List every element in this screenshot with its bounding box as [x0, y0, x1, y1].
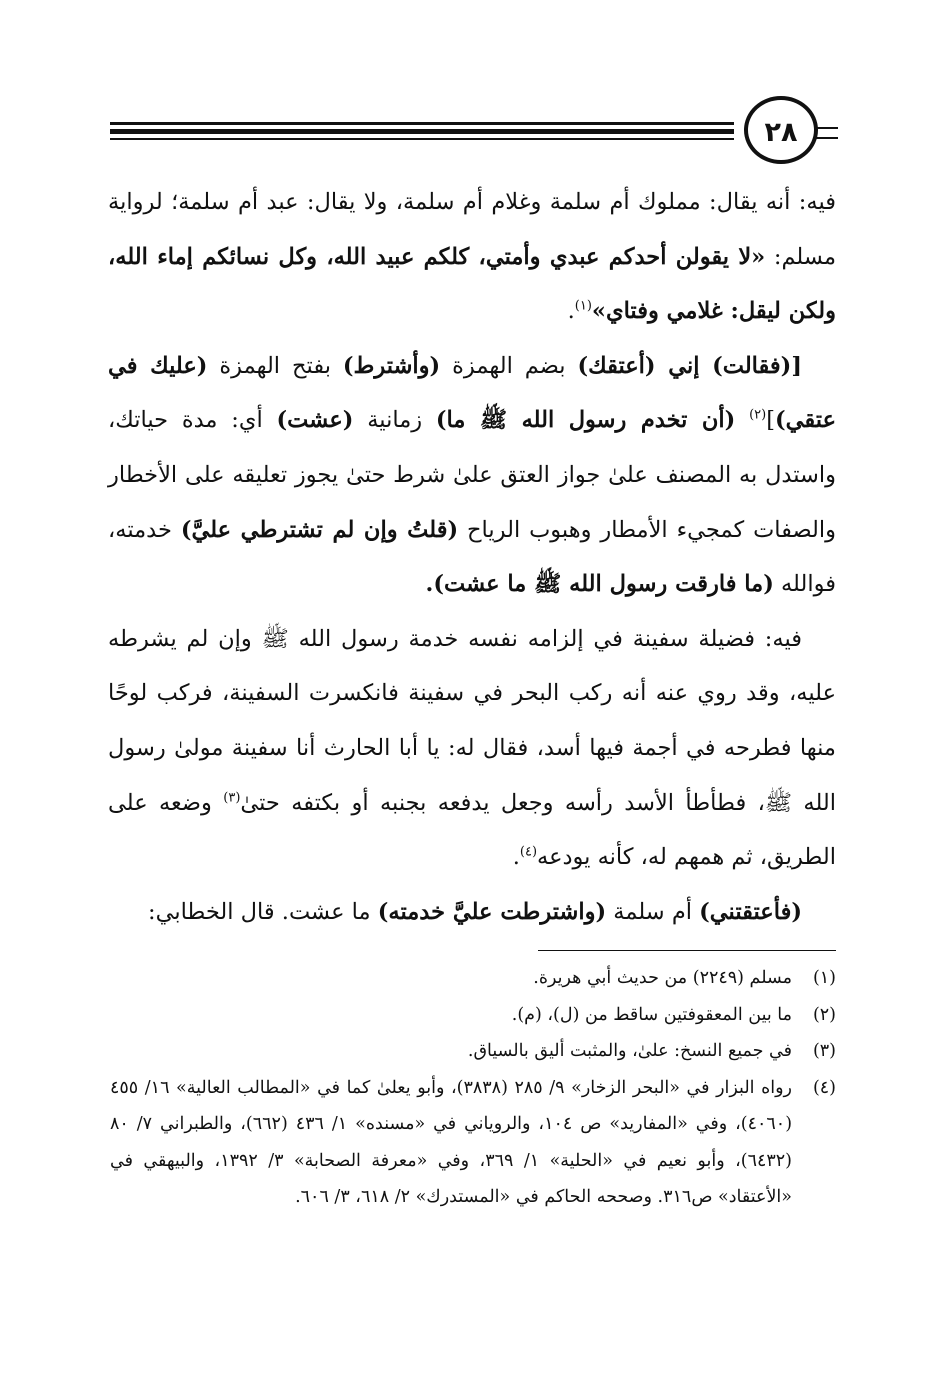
footnotes [110, 960, 836, 1216]
footnote-text: ما بين المعقوفتين ساقط من (ل)، (م). [511, 1004, 792, 1025]
paragraph [108, 885, 836, 940]
footnote-marker: (٤) [519, 844, 538, 860]
bold-text: (عليك في عتقي) [108, 352, 836, 434]
body-text: أم سلمة [606, 898, 700, 925]
body-text [735, 407, 749, 433]
body-text: بفتح الهمزة [207, 352, 343, 379]
footnote [110, 960, 836, 997]
footnote [110, 1033, 836, 1070]
page-header [110, 96, 838, 166]
bold-text: (ما فارقت رسول الله ﷺ ما عشت). [425, 571, 774, 598]
page-number: ٢٨ [764, 116, 798, 148]
body-text: وضعه على الطريق، ثم همهم له، كأنه يودعه [108, 789, 836, 871]
footnote-marker: (١) [574, 298, 592, 314]
footnote-text: رواه البزار في «البحر الزخار» ٩/ ٢٨٥ (٣٨٣٨)، وأبو يعلىٰ كما في «المطالب العالية» ١٦/ ٤٥٥ (٤٠٦٠)، وفي «المفاريد» ص ١٠٤، والروياني في «مسنده» ١/ ٤٣٦ (٦٦٢)، والطبراني ٧/ ٨٠ (٦٤٣٢)، وأبو نعيم في «الحلية» ١/ ٣٦٩، وفي «معرفة الصحابة» ٣/ ١٣٩٢، والبيهقي في «الأعتقاد» ص٣١٦. وصححه الحاكم في «المستدرك» ٢/ ٦١٨، ٣/ ٦٠٦. [110, 1077, 793, 1207]
footnote-number: (٢) [812, 1004, 836, 1025]
body-text: فيه: أنه يقال: مملوك أم سلمة وغلام أم سلمة، ولا يقال: عبد أم سلمة؛ لرواية مسلم: [108, 189, 836, 270]
paragraph [108, 612, 836, 885]
footnote-text: مسلم (٢٢٤٩) من حديث أبي هريرة. [533, 968, 792, 988]
bold-text: (قلتُ وإن لم تشترطي عليَّ) [180, 516, 459, 543]
header-rule-top [110, 122, 734, 125]
body-text: زمانية [353, 407, 436, 434]
footnote-marker: (٣) [223, 790, 241, 806]
footnote-separator [538, 950, 836, 951]
footnote [110, 1070, 836, 1216]
bold-text: [ [791, 352, 802, 379]
body-text: ما عشت. قال الخطابي: [147, 898, 378, 925]
footnote-marker: (٢) [749, 407, 767, 423]
body-text: . [567, 298, 575, 325]
bold-text: «لا يقولن أحدكم عبدي وأمتي، كلكم عبيد الله، وكل نسائكم إماء الله، ولكن ليقل: غلامي وفتاي» [108, 243, 836, 325]
body-text: أي: مدة حياتك، واستدل به المصنف علىٰ جواز العتق علىٰ شرط حتىٰ يجوز تعليقه على الأخطار والصفات كمجيء الأمطار وهبوب الرياح [108, 407, 836, 543]
paragraph [108, 339, 836, 612]
bold-text: (فقالت) إني (أعتقك) [577, 352, 792, 379]
page-number-badge [744, 96, 818, 164]
body-text: بضم الهمزة [440, 352, 578, 379]
footnote [110, 997, 836, 1034]
footnote-number: (٤) [812, 1077, 836, 1098]
footnote-number: (١) [812, 968, 836, 988]
header-rule-middle [110, 129, 734, 134]
bold-text: (عشت) [276, 407, 354, 434]
header-rule-bottom [110, 138, 734, 140]
footnote-text: في جميع النسخ: علىٰ، والمثبت أليق بالسياق. [467, 1041, 792, 1061]
footnote-number: (٣) [812, 1041, 836, 1061]
bold-text: (واشترطت عليَّ خدمته) [377, 898, 607, 925]
bold-text: (أن تخدم رسول الله ﷺ ما) [435, 407, 736, 434]
bold-text: (فأعتقتني) [699, 898, 802, 925]
main-text [108, 175, 836, 939]
paragraph [108, 175, 836, 339]
body-text: فيه: فضيلة سفينة في إلزامه نفسه خدمة رسول الله ﷺ وإن لم يشرطه عليه، وقد روي عنه أنه ركب البحر في سفينة فانكسرت السفينة، فركب لوحًا منها فطرحه في أجمة فيها أسد، فقال له: يا أبا الحارث أنا سفينة مولىٰ رسول الله ﷺ، فطأطأ الأسد رأسه وجعل يدفعه بجنبه أو بكتفه حتىٰ [108, 625, 836, 816]
body-text: ] [766, 407, 775, 434]
bold-text: (وأشترط) [342, 352, 441, 379]
body-text: . [512, 844, 520, 871]
body-text: خدمته، فوالله [108, 516, 836, 598]
